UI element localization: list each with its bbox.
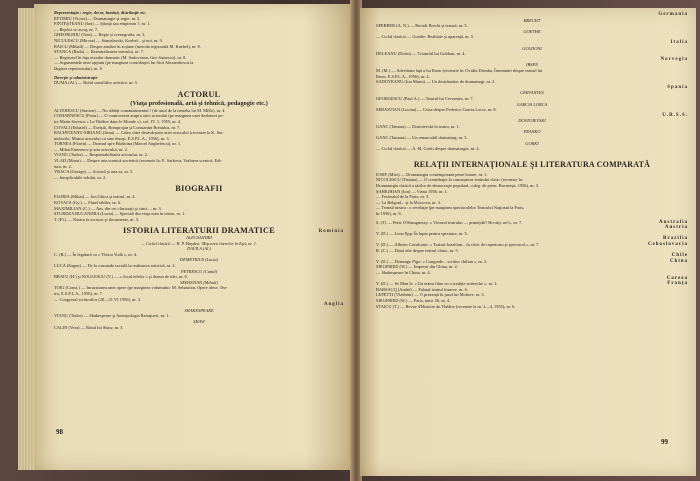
right-page-number: 99 [661,438,668,446]
country-label: Austria [664,225,688,231]
section-subheading: Direcţie şi administraţie [54,74,98,80]
entry-line: STANCA (Radu) — Reteatralizarea teatrului, nr. 7. [54,49,144,55]
author-heading: IBSEN [526,62,538,68]
entry-line: STURDZA BULANDRA (Lucia) — Speciali din viaţa mea în teatru, nr. 1. [54,211,186,217]
author-heading: GOETHE [523,28,541,34]
entry-line: FINTEŞTEANU (Ion) — Ştiinţă sau empirism ?, nr. 1. [54,21,151,27]
entry-line: — Argumentele unei opţiuni (pe marginea contribuţiei lui Sică Alexandrescu la [54,60,194,66]
author-heading: ALECSANDRI [186,235,212,240]
country-label: Brazilia [663,236,688,242]
entry-line: M. (M.) — Adevărata faţă a lui Ibsen (recenzie la: Ovidiu Drimba, Însemnări despre teatrul lui [376,67,543,73]
country-label: Franţa [667,281,688,287]
entry-line: ŞAHIGHIAN (Ion) — Viena 1956, nr. 1. [376,188,448,194]
entry-line: — Ciclul clasicii — Goethe: Realitate şi aparenţă, nr. 5. [376,34,475,40]
entry-line: DUMA (Al.) — Rolul consiliilor artistice, nr. 5. [54,80,139,86]
entry-line: LUCA (Eugen) — De la comanda socială la realizarea artistică, nr. 2. [54,262,176,268]
entry-line: nislavski. Munca actorului cu sine însuşi, E.S.P.L.A., 1956), nr. 3. [54,135,170,141]
right-page-content [376,12,688,309]
entry-line: GANC (Tamara) — Dostoievski în teatru, nr. 1. [376,123,460,129]
author-heading: BRECHT [523,17,541,23]
entry-line: MAXIMILIAN (C.) — Am, din cei clasiceşti şi cinci..., nr. 3. [54,205,162,211]
left-page-number: 98 [56,428,63,436]
entry-line: V. (D.) — Alberto Cavalcanti: « Teatrul brazilian... în critic de repertoriu şi spectacol », nr. 7. [376,241,540,247]
entry-line: VIANU (Tudor) — Shakespeare şi Antropologia Renaşterii, nr. 1. [54,313,170,319]
entry-line: V. (D.) — Leon Epp: În lupta pentru spectator, nr. 5. [376,230,468,236]
entry-line: GEORGESCU (Paul A.) — Teatrul lui Cervantes, nr. 7. [376,95,474,101]
entry-line: — Inexplicabile rolului, nr. 2. [54,174,107,180]
author-heading: GOLDONI [522,45,542,51]
entry-line: T. (Fl.) — Notaru în scrisori şi documente, nr. 3. [54,216,140,222]
entry-row [376,304,688,310]
entry-line: — Congresul scriitorilor (28—31 VI 1956), nr. 3. [54,296,141,302]
section-title-biografii: BIOGRAFII [175,184,223,194]
author-heading: DEMETRIUS (Lucia) [179,257,219,263]
entry-line: NICOLESCU (Tatiana) — O contribuţie la cunoaşterea teatrului clasic (recenzie la: [376,177,523,183]
author-heading: — Ciclul clasicii — B. P. Haşdeu: Mişcarea literelor în Eşti, nr. 1. [140,240,258,246]
country-label-anglia: Anglia [323,302,344,308]
country-label-romania: Romînia [318,229,344,235]
entry-line: C. (R.) — În legătură cu « Vlaicu Vodă », nr. 4. [54,251,138,257]
section-title-istoria: ISTORIA LITERATURII DRAMATICE [122,226,275,236]
entry-line: SIEGFRIED (W.) — Paris, tunic 56, nr. 4. [376,297,451,303]
country-label: Cehoslovacia [647,241,688,247]
author-heading: FRANKO [523,129,541,135]
entry-line: SIEGFRIED (W.) — Impresii din China, nr. 2. [376,264,458,270]
entry-line: DELEANU (Dorin) — Triumful lui Goldoni, nr. 4. [376,51,466,57]
entry-line: S. (T) — Peter O'Shaugnessy: « Viitorul teatrului — primejdii? Ho-aiţi, ne?», nr. 7. [376,219,523,225]
author-heading: SHAW [193,318,205,324]
author-heading: GORKI [525,140,539,146]
entry-line: R. (C.) — Două zile despre teatrul clasic, nr. 5. [376,247,459,253]
author-heading: GARCIA LORCA [516,101,548,107]
entry-line: SADOVEANU (Ion Marin) — Un destrămător de dramaturgi, nr. 2. [376,79,496,85]
entry-line: ALTERESCU (Simion) — Nu slăbiţi comandamentul ! (de unul de la temelia lui M. Millo), nr. 4. [54,107,226,113]
section-subheading: Reprezentaţia : regie, decor, lumină, distribuţie etc. [54,10,147,15]
country-label: Australia [659,219,688,225]
author-heading: PETRESCU (Camil) [180,268,218,274]
entry-line: STAICU (T.) — Revue d'Histoire du Théâtre (recenzie la nr. 3—4, 1955), nr. 6. [376,303,516,309]
author-heading: SEBASTIAN (Mihail) [180,279,218,285]
author-heading: DAVILA (Al.) [187,246,211,252]
author-heading: DOSTOIEVSKI [518,118,546,124]
left-page-content [54,10,344,330]
entry-line: tre Marin Sorescu « La Théâtre dans le Monde »), vol. IV, 1, 1955, nr. 4. [54,118,182,124]
left-page [34,4,352,470]
entry-line: COVALI (Eduard) — Eseiştii, Romprojan şi Constantin Romulus, nr. 7. [54,124,181,130]
entry-line: TORNEA (Florin) — Dramul spre Bădăcina (Marcel Anghelescu), nr. 1. [54,141,182,147]
entry-line: tura, nr. 2. [54,163,72,169]
entry-line: KOVACS (Gy.) — Fănel tablier, nr. 6. [54,200,122,206]
entry-line: — Mihai Eminescu şi arta actorului, nr. 2. [54,146,128,152]
country-label: Norvegia [660,56,688,62]
entry-line: FLORIA (Mihai) — Ion Ghica şi teatrul, nr. 4. [54,194,136,200]
entry-line: COMARNESCU (Petru) — O controversă asupra artei actorului (pe marginea unei dezbateri pe- [54,113,224,119]
entry-line: — Shakespeare în China, nr. 4. [376,269,431,275]
country-label: Spania [667,84,688,90]
country-label: Coreea [666,275,688,281]
country-label: U.R.S.S. [662,112,688,118]
entry-line: — Teatrul nostru : o revelaţie (pe marginea spectacolelor Teatrului Naţional la Paris, [376,205,525,211]
entry-line: Ibsen, E.S.P.L.A., 1956), nr. 4. [376,73,430,79]
entry-line: — Regizorul în faţa textului dramatic (M. Sadoveanu, Geo Saizescu), nr. 8. [54,54,187,60]
entry-line: — Ciclul clasicii — A. M. Gorki despre dramaturgie, nr. 2. [376,146,480,152]
country-label: Chile [671,253,688,259]
entry-line: EFTIMIU (Victor) — Dramaturgie şi regie, nr. 2. [54,15,141,21]
entry-line: VLAD (Marta) — Despre arta scenică sovietică (recenzie la: E. Sarkova, Vorbirea scenică, Edi- [54,158,223,164]
country-label: Italia [670,39,688,45]
author-heading: CERVANTES [520,90,544,96]
entry-line: tru, E.S.P.L.A., 1956), nr. 7. [54,290,104,296]
entry-line: IOSIF (Mira) — Dramaturgia contemporană peste hotare, nr. 1. [376,171,488,177]
entry-line: SPERBER (A. N.) — Bertolt Brecht şi teatrul, nr. 5. [376,23,468,29]
entry-line: VRACA (George) — Actorul şi arta sa, nr. 5. [54,169,134,175]
entry-line: — Replici se ascuţ, nr. 7. [54,26,99,32]
entry-line: Dramaturgia clasică a ţărilor de democraţie populară, culeg. de piese, Bucureşti, 1956), nr. 3. [376,183,540,189]
entry-line: în 1956), nr. 6. [376,211,402,216]
entry-line: VIANU (Tudor) — Responsabilitatea actorului, nr. 2. [54,152,149,158]
author-heading: SHAKESPEARE [184,307,214,313]
entry-line: — Festivalul de la Paris, nr. 3. [376,194,430,200]
entry-line: RAICU (Mihail) — Despre analiza în acţiune (metoda regizorală M. Knebel), nr. 8. [54,43,201,49]
section-subtitle-actorul: (Viaţa profesională, artă şi tehnică, pedagogie etc.) [130,99,268,107]
entry-line: CALIN (Vera) — Râsul lui Shaw, nr. 3. [54,324,124,330]
section-title-actorul: ACTORUL [177,89,221,99]
country-label: China [669,258,688,264]
section-title-relatii: RELAŢII INTERNAŢIONALE ŞI LITERATURA COMPARATĂ [413,159,651,169]
entry-line: BARSACQ (André) — Palatul teatrul francez, nr. 6. [376,286,468,292]
entry-line: V. (D.) — Se Man Ir: « Un teatru liber cu o tradiţie străveche », nr. 3. [376,281,498,287]
entry-line: — La Belgrad... şi la Moscova, nr. 3. [376,199,441,205]
entry-line: RACHITEANU-SIRIANU (Irina) — Calea către desăvârşirea artei actorului (recenzie la K. Sta- [54,130,224,136]
entry-line: TOIU (Const.) — Incursiunea unei opere (pe marginea volumului: M. Sebastian, Opere alese, Tea- [54,285,228,291]
right-page [360,8,696,476]
entry-line: LEPETTI (Vladimir) — O prezenţă în jurul lui Moliere, nr. 3. [376,292,485,298]
entry-line: lărgirea repertoriului), nr. 9. [54,65,103,71]
entry-line: SEBASTIAN (Lucian) — Criza despre Federico Garcia Lorca, nr. 8. [376,107,497,113]
entry-line: BRATU (H.) şi NOGLESCU (V.) — « Jocul ielelor » şi drama de idei, nr. 6. [54,274,188,280]
entry-line: NICULESCU (Mircea) — Stanislavski, Koebel... şi noi, nr. 9. [54,37,163,43]
entry-line: V. (D.) — Domingo Pigo: « Congrede... scriitor chilian », nr. 3. [376,258,488,264]
entry-line: GHEORGHIU (Toni) — Regie şi scenografie, nr. 3. [54,32,146,38]
country-label: Germania [658,12,688,17]
entry-line: GANC (Tamara) — Un remarcabil dramaturg, nr. 3. [376,135,468,141]
